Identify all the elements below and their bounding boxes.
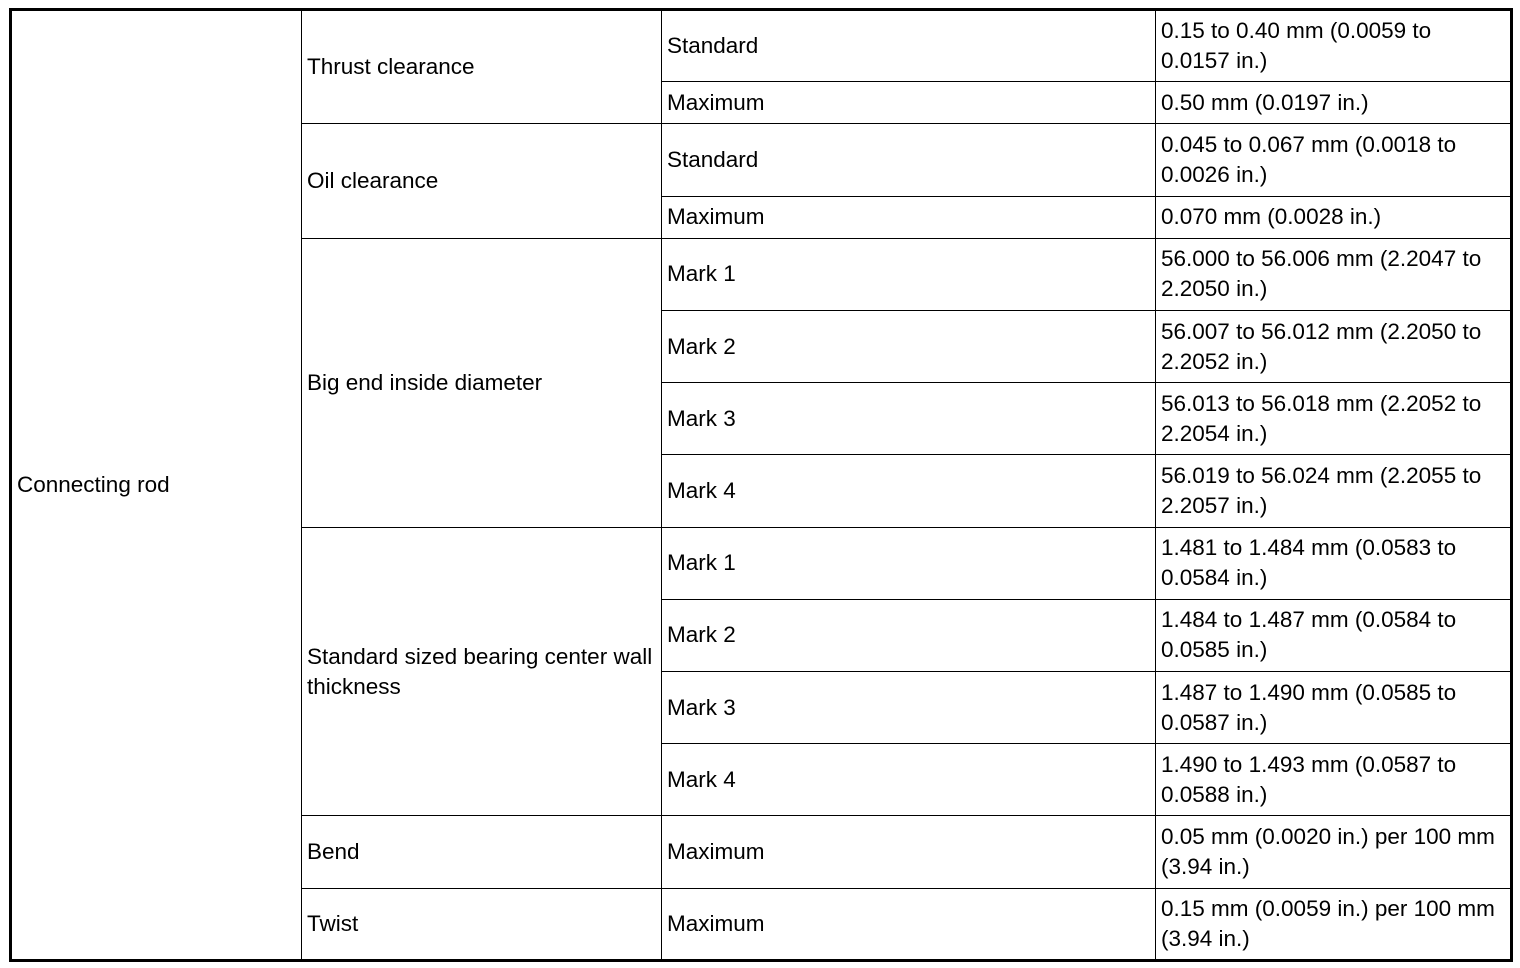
- condition-cell: Mark 4: [662, 455, 1156, 527]
- value-cell: 1.490 to 1.493 mm (0.0587 to 0.0588 in.): [1156, 744, 1512, 816]
- value-cell: 1.484 to 1.487 mm (0.0584 to 0.0585 in.): [1156, 599, 1512, 671]
- condition-cell: Maximum: [662, 888, 1156, 960]
- spec-table: [9, 8, 1513, 962]
- condition-cell: Mark 4: [662, 744, 1156, 816]
- value-cell: 56.000 to 56.006 mm (2.2047 to 2.2050 in.): [1156, 238, 1512, 310]
- item-cell: Standard sized bearing center wall thickness: [302, 527, 662, 816]
- value-cell: 0.070 mm (0.0028 in.): [1156, 196, 1512, 238]
- item-cell: Thrust clearance: [302, 10, 662, 124]
- condition-cell: Mark 2: [662, 599, 1156, 671]
- condition-cell: Mark 1: [662, 238, 1156, 310]
- item-cell: Oil clearance: [302, 124, 662, 238]
- value-cell: 56.007 to 56.012 mm (2.2050 to 2.2052 in.): [1156, 310, 1512, 382]
- value-cell: 56.019 to 56.024 mm (2.2055 to 2.2057 in.): [1156, 455, 1512, 527]
- condition-cell: Mark 3: [662, 383, 1156, 455]
- value-cell: 0.15 mm (0.0059 in.) per 100 mm (3.94 in.): [1156, 888, 1512, 960]
- item-cell: Twist: [302, 888, 662, 960]
- item-cell: Bend: [302, 816, 662, 888]
- value-cell: 0.045 to 0.067 mm (0.0018 to 0.0026 in.): [1156, 124, 1512, 196]
- item-cell: Big end inside diameter: [302, 238, 662, 527]
- component-cell: Connecting rod: [11, 10, 302, 961]
- value-cell: 1.481 to 1.484 mm (0.0583 to 0.0584 in.): [1156, 527, 1512, 599]
- condition-cell: Maximum: [662, 82, 1156, 124]
- condition-cell: Standard: [662, 10, 1156, 82]
- spec-table-body: [11, 10, 1512, 961]
- value-cell: 0.15 to 0.40 mm (0.0059 to 0.0157 in.): [1156, 10, 1512, 82]
- condition-cell: Mark 1: [662, 527, 1156, 599]
- value-cell: 1.487 to 1.490 mm (0.0585 to 0.0587 in.): [1156, 672, 1512, 744]
- condition-cell: Standard: [662, 124, 1156, 196]
- condition-cell: Mark 2: [662, 310, 1156, 382]
- condition-cell: Mark 3: [662, 672, 1156, 744]
- table-row: [11, 10, 1512, 82]
- value-cell: 0.05 mm (0.0020 in.) per 100 mm (3.94 in.): [1156, 816, 1512, 888]
- value-cell: 56.013 to 56.018 mm (2.2052 to 2.2054 in.): [1156, 383, 1512, 455]
- condition-cell: Maximum: [662, 196, 1156, 238]
- value-cell: 0.50 mm (0.0197 in.): [1156, 82, 1512, 124]
- condition-cell: Maximum: [662, 816, 1156, 888]
